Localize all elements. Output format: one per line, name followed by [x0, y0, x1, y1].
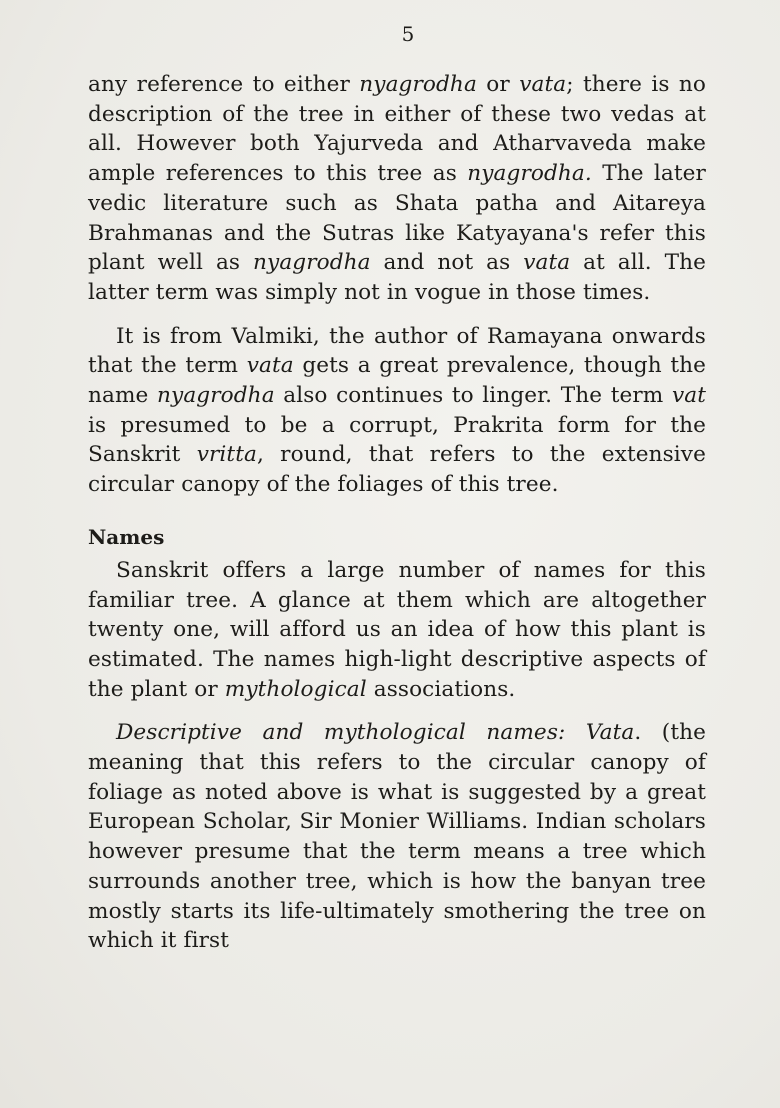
- term-italic: nyagrodha.: [467, 161, 592, 187]
- text-run: The later vedic literature such as Shata patha and Aitareya Brahmanas and the Sutras like Katyayana's refer this plant well as: [88, 161, 706, 276]
- term-italic: vata: [519, 72, 567, 97]
- text-run: . (the meaning that this refers to the circular canopy of foliage as noted above is what is suggested by a great European Scholar, Sir Monier Williams. Indian scholars however presume that the term means a tree which surrounds another tree, which is how the banyan tree mostly starts its life-ultimately smothering the tree on which it first: [88, 720, 706, 954]
- term-italic: vata: [246, 353, 294, 379]
- term-italic: vritta: [196, 442, 257, 468]
- term-italic: nyagrodha: [359, 72, 477, 97]
- text-run: ; there is no description of the tree in either of these two vedas at all. However both Yajurveda and Atharvaveda make ample references to this tree as: [88, 72, 706, 187]
- paragraph-descriptive-names: [88, 718, 706, 956]
- text-run: associations.: [366, 676, 516, 702]
- text-run: at all. The latter term was simply not in vogue in those times.: [88, 250, 706, 305]
- text-run: and not as: [370, 250, 524, 276]
- paragraph-vedic-references: [88, 70, 706, 308]
- term-italic: nyagrodha: [157, 383, 275, 409]
- term-italic: vata: [523, 250, 571, 276]
- page-number: 5: [401, 22, 415, 46]
- text-run: It is from Valmiki, the author of Ramayana onwards that the term: [88, 323, 706, 379]
- paragraph-names-intro: [88, 556, 706, 705]
- text-run: or: [476, 72, 520, 97]
- text-run: any reference to either: [88, 72, 360, 97]
- term-italic: mythological: [224, 676, 367, 702]
- term-italic: vat: [671, 383, 706, 409]
- text-run: , round, that refers to the extensive circular canopy of the foliages of this tree.: [88, 442, 706, 498]
- term-italic: Descriptive and mythological names: Vata: [116, 720, 635, 746]
- term-italic: nyagrodha: [253, 250, 371, 276]
- text-run: gets a great prevalence, though the name: [88, 353, 706, 409]
- text-run: also continues to linger. The term: [274, 383, 672, 409]
- text-run: Sanskrit offers a large number of names for this familiar tree. A glance at them which are altogether twenty one, will afford us an idea of how this plant is estimated. The names high-light descriptive aspects of the plant or: [88, 557, 706, 702]
- paragraph-valmiki: [88, 322, 706, 500]
- section-heading-names: Names: [88, 524, 165, 549]
- text-run: is presumed to be a corrupt, Prakrita form for the Sanskrit: [88, 412, 706, 468]
